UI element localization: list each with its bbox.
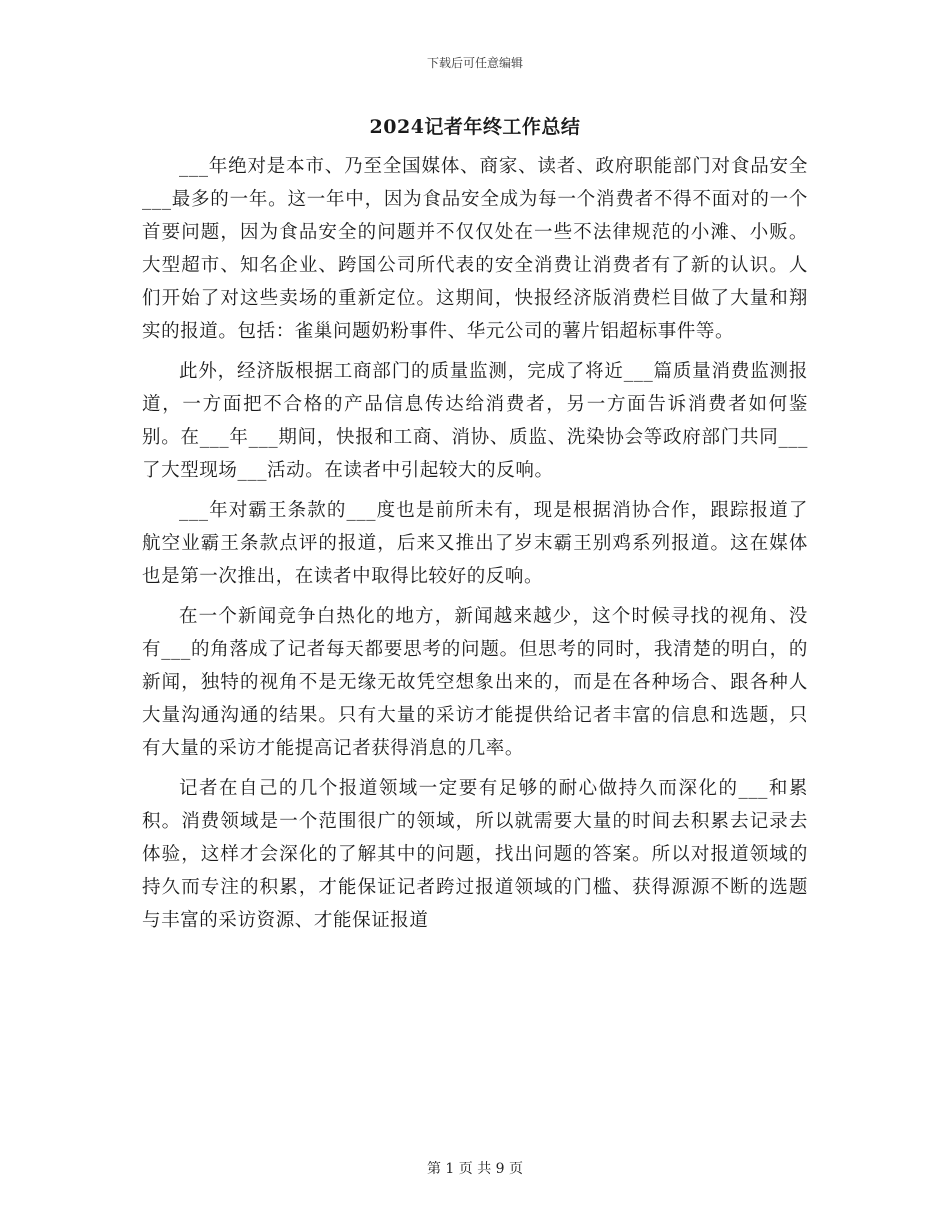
page-number: 第 1 页 共 9 页 [426, 1161, 524, 1177]
document-title: 2024记者年终工作总结 [369, 116, 581, 138]
paragraph: ___年绝对是本市、乃至全国媒体、商家、读者、政府职能部门对食品安全___最多的一年。这一年中，因为食品安全成为每一个消费者不得不面对的一个首要问题，因为食品安全的问题并不仅仅处在一些不法律规范的小滩、小贩。大型超市、知名企业、跨国公司所代表的安全消费让消费者有了新的认识。人们开始了对这些卖场的重新定位。这期间，快报经济版消费栏目做了大量和翔实的报道。包括：雀巢问题奶粉事件、华元公司的薯片铝超标事件等。 [142, 156, 808, 342]
document-body [142, 150, 808, 937]
paragraph: ___年对霸王条款的___度也是前所未有，现是根据消协合作，跟踪报道了航空业霸王条款点评的报道，后来又推出了岁末霸王别鸡系列报道。这在媒体也是第一次推出，在读者中取得比较好的反响。 [142, 500, 808, 587]
paragraph: 在一个新闻竞争白热化的地方，新闻越来越少，这个时候寻找的视角、没有___的角落成了记者每天都要思考的问题。但思考的同时，我清楚的明白，的新闻，独特的视角不是无缘无故凭空想象出来的，而是在各种场合、跟各种人大量沟通沟通的结果。只有大量的采访才能提供给记者丰富的信息和选题，只有大量的采访才能提高记者获得消息的几率。 [142, 606, 808, 759]
paragraph: 此外，经济版根据工商部门的质量监测，完成了将近___篇质量消费监测报道，一方面把不合格的产品信息传达给消费者，另一方面告诉消费者如何鉴别。在___年___期间，快报和工商、消协、质监、洗染协会等政府部门共同___了大型现场___活动。在读者中引起较大的反响。 [142, 361, 808, 481]
paragraph: 记者在自己的几个报道领域一定要有足够的耐心做持久而深化的___和累积。消费领域是一个范围很广的领域，所以就需要大量的时间去积累去记录去体验，这样才会深化的了解其中的问题，找出问题的答案。所以对报道领域的持久而专注的积累，才能保证记者跨过报道领域的门槛、获得源源不断的选题与丰富的采访资源、才能保证报道 [142, 778, 808, 931]
header-note: 下载后可任意编辑 [426, 56, 523, 70]
